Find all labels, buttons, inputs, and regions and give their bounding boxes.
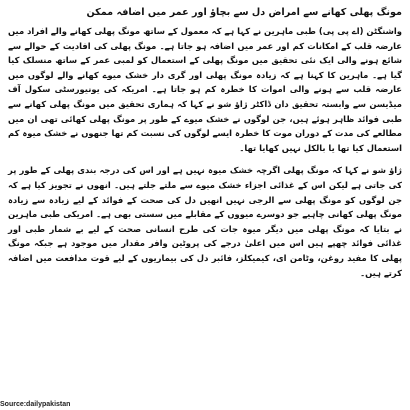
article-source: Source:dailypakistan bbox=[0, 401, 71, 408]
article-paragraph-1: واشنگٹن (اے پی پی) طبی ماہرین نے کہا ہے کہ معمول کے ساتھ مونگ پھلی کھانے والے افراد میں عارضہ قلب کے امکانات کم اور عمر میں اضافہ ہو جاتا ہے۔ مونگ پھلی کی افادیت کے حوالے سے شائع ہونے والی ایک نئی تحقیق میں مونگ پھلی کے استعمال کو لمبی عمر کے ساتھ منسلک کیا گیا ہے۔ ماہرین کا کہنا ہے کہ زیادہ مونگ پھلی اور گری دار خشک میوے کھانے والے لوگوں میں عارضہ قلب سے ہونے والی اموات کا خطرہ کم ہو جاتا ہے۔ امریکہ کی یونیورسٹی سکول آف میڈیسن سے وابستہ تحقیق دان ڈاکٹر ژاؤ شو نے کہا کہ ہماری تحقیق میں مونگ پھلی کھانے سے طبی فوائد ظاہر ہوئے ہیں، جن لوگوں نے خشک میوے کے طور پر مونگ پھلی کھائی تھی ان میں مطالعے کی مدت کے دوران موت کا خطرہ ایسے لوگوں کی نسبت کم تھا جنھوں نے خشک میوہ کم استعمال کیا تھا یا بالکل نہیں کھایا تھا۔ bbox=[8, 26, 402, 153]
article-headline: مونگ پھلی کھانے سے امراض دل سے بچاؤ اور عمر میں اضافہ ممکن bbox=[86, 7, 402, 18]
news-article bbox=[8, 6, 402, 404]
article-paragraph-2: ژاؤ شو نے کہا کہ مونگ پھلی اگرچہ خشک میوہ نہیں ہے اور اس کی درجہ بندی پھلی کے طور پر کی جاتی ہے لیکن اس کے غذائی اجزاء خشک میوے سے ملتے جلتے ہیں۔ انھوں نے تجویز کیا ہے کہ جن لوگوں کو مونگ پھلی سے الرجی نہیں انھیں دل کی صحت کے فوائد کے لیے زیادہ سے زیادہ مونگ پھلی کھانی چاہیے جو دوسرے میووں کے مقابلے میں سستی بھی ہے۔ امریکی طبی ماہرین نے بتایا کہ مونگ پھلی میں دیگر میوہ جات کی طرح انسانی صحت کے لیے بے شمار طبی اور غذائی فوائد چھپے ہیں اس میں اعلیٰ درجے کی پروٹین وافر مقدار میں موجود ہے جبکہ مونگ پھلی کا مفید روغن، وٹامن ای، کیمیکلز، فائبر دل کی بیماریوں کے لیے قوت مدافعت میں اضافہ کرتے ہیں۔ bbox=[8, 165, 402, 278]
